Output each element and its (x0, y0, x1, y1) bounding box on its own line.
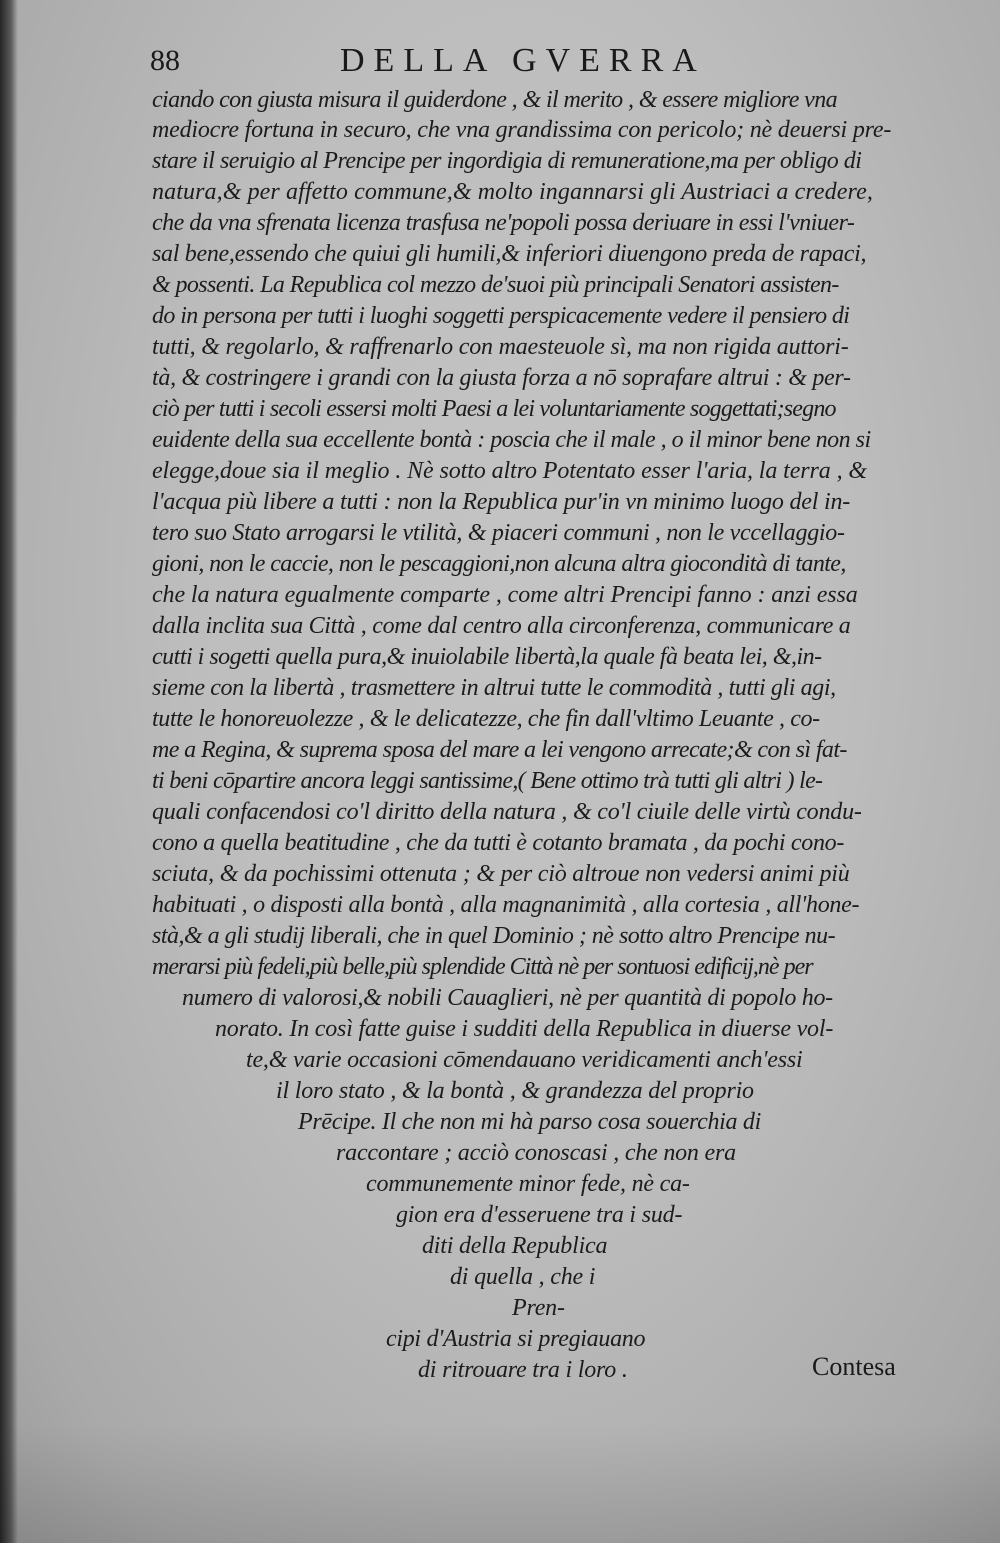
text-line: quali confacendosi co'l diritto della natura , & co'l ciuile delle virtù condu- (152, 799, 862, 825)
text-line: gioni, non le caccie, non le pescaggioni,non alcuna altra giocondità di tante, (152, 551, 846, 577)
text-line: stare il seruigio al Prencipe per ingordigia di remuneratione,ma per obligo di (152, 148, 862, 174)
text-line: numero di valorosi,& nobili Cauaglieri, nè per quantità di popolo ho- (182, 985, 833, 1011)
page-bottom-shade (0, 1423, 1000, 1543)
text-line: tutti, & regolarlo, & raffrenarlo con maesteuole sì, ma non rigida auttori- (152, 334, 849, 360)
text-line: sal bene,essendo che quiui gli humili,& inferiori diuengono preda de rapaci, (152, 241, 867, 267)
text-line: tutte le honoreuolezze , & le delicatezze, che fin dall'vltimo Leuante , co- (152, 706, 820, 732)
text-line: Prēcipe. Il che non mi hà parso cosa souerchia di (298, 1109, 761, 1135)
text-line: l'acqua più libere a tutti : non la Republica pur'in vn minimo luogo del in- (152, 489, 851, 515)
text-line: me a Regina, & suprema sposa del mare a lei vengono arrecate;& con sì fat- (152, 737, 847, 763)
text-line: stà,& a gli studij liberali, che in quel Dominio ; nè sotto altro Prencipe nu- (152, 923, 836, 949)
text-line: sieme con la libertà , trasmettere in altrui tutte le commodità , tutti gli agi, (152, 675, 836, 701)
text-line: cutti i sogetti quella pura,& inuiolabile libertà,la quale fà beata lei, &,in- (152, 644, 822, 670)
text-line: norato. In così fatte guise i sudditi della Republica in diuerse vol- (215, 1016, 834, 1042)
text-line: te,& varie occasioni cōmendauano veridicamenti anch'essi (246, 1047, 803, 1073)
text-line: cipi d'Austria si pregiauano (386, 1326, 646, 1352)
text-line: elegge,doue sia il meglio . Nè sotto altro Potentato esser l'aria, la terra , & (152, 458, 867, 484)
text-line: raccontare ; acciò conoscasi , che non era (336, 1140, 736, 1166)
text-line: gion era d'esseruene tra i sud- (396, 1202, 683, 1228)
text-line: natura,& per affetto commune,& molto ingannarsi gli Austriaci a credere, (152, 179, 873, 205)
text-line: euidente della sua eccellente bontà : poscia che il male , o il minor bene non si (152, 427, 871, 453)
text-line: Pren- (512, 1295, 565, 1321)
text-line: do in persona per tutti i luoghi soggetti perspicacemente vedere il pensiero di (152, 303, 850, 329)
text-line: habituati , o disposti alla bontà , alla magnanimità , alla cortesia , all'hone- (152, 892, 860, 918)
page-number: 88 (150, 44, 180, 77)
text-line: ciò per tutti i secoli essersi molti Paesi a lei voluntariamente soggettati;segno (152, 396, 836, 422)
text-line: il loro stato , & la bontà , & grandezza del proprio (276, 1078, 754, 1104)
text-line: diti della Republica (422, 1233, 608, 1259)
text-line: che la natura egualmente comparte , come altri Prencipi fanno : anzi essa (152, 582, 858, 608)
text-line: merarsi più fedeli,più belle,più splendide Città nè per sontuosi edificij,nè per (152, 954, 813, 980)
text-line: di quella , che i (450, 1264, 596, 1290)
page-gutter-shadow (0, 0, 18, 1543)
running-head: DELLA GVERRA (340, 42, 706, 79)
text-line: ti beni cōpartire ancora leggi santissime,( Bene ottimo trà tutti gli altri ) le- (152, 768, 823, 794)
text-line: di ritrouare tra i loro . (418, 1357, 628, 1383)
text-line: tero suo Stato arrogarsi le vtilità, & piaceri communi , non le vccellaggio- (152, 520, 845, 546)
text-line: & possenti. La Republica col mezzo de'suoi più principali Senatori assisten- (152, 272, 839, 298)
text-line: ciando con giusta misura il guiderdone , & il merito , & essere migliore vna (152, 87, 837, 113)
text-line: tà, & costringere i grandi con la giusta forza a nō soprafare altrui : & per- (152, 365, 851, 391)
text-line: communemente minor fede, nè ca- (366, 1171, 690, 1197)
text-line: che da vna sfrenata licenza trasfusa ne'popoli possa deriuare in essi l'vniuer- (152, 210, 855, 236)
text-line: sciuta, & da pochissimi ottenuta ; & per ciò altroue non vedersi animi più (152, 861, 850, 887)
text-line: mediocre fortuna in securo, che vna grandissima con pericolo; nè deuersi pre- (152, 117, 892, 143)
catchword: Contesa (812, 1352, 896, 1381)
text-line: dalla inclita sua Città , come dal centro alla circonferenza, communicare a (152, 613, 851, 639)
text-line: cono a quella beatitudine , che da tutti è cotanto bramata , da pochi cono- (152, 830, 845, 856)
